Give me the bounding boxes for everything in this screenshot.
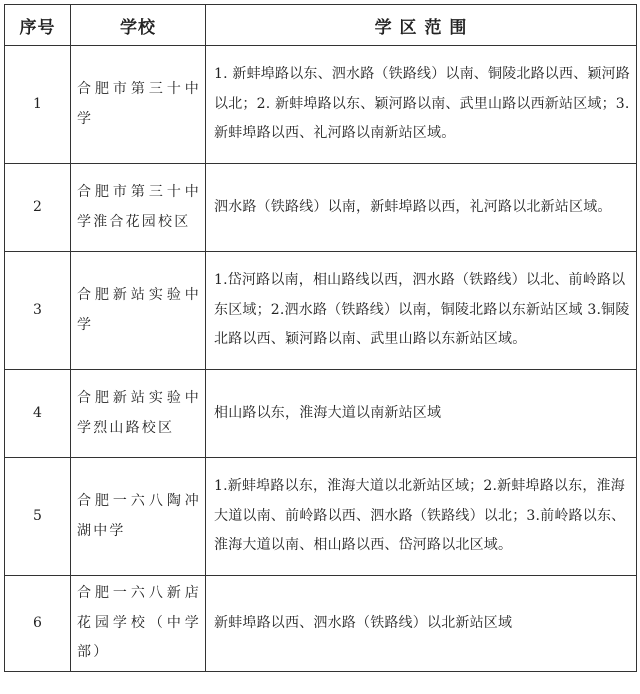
school-name: 合肥一六八新店花园学校（中学部）	[71, 576, 206, 672]
district-range: 1.新蚌埠路以东，淮海大道以北新站区域；2.新蚌埠路以东，淮海大道以南、前岭路以西、泗水路（铁路线）以北；3.前岭路以东、淮海大道以南、相山路以西、岱河路以北区域。	[206, 458, 637, 576]
header-school: 学校	[71, 5, 206, 46]
school-name: 合肥市第三十中学	[71, 46, 206, 164]
table-row	[5, 576, 637, 672]
table-row	[5, 370, 637, 458]
district-range: 1.岱河路以南，相山路线以西，泗水路（铁路线）以北、前岭路以东区域；2.泗水路（铁路线）以南，铜陵北路以东新站区域 3.铜陵北路以西、颖河路以南、武里山路以东新站区域。	[206, 252, 637, 370]
school-district-table-wrapper	[4, 4, 637, 672]
row-number: 1	[5, 46, 71, 164]
district-range: 1. 新蚌埠路以东、泗水路（铁路线）以南、铜陵北路以西、颖河路以北；2. 新蚌埠路以东、颖河路以南、武里山路以西新站区域；3. 新蚌埠路以西、礼河路以南新站区域。	[206, 46, 637, 164]
school-name: 合肥一六八陶冲湖中学	[71, 458, 206, 576]
district-range: 相山路以东，淮海大道以南新站区域	[206, 370, 637, 458]
table-row	[5, 252, 637, 370]
row-number: 3	[5, 252, 71, 370]
row-number: 5	[5, 458, 71, 576]
school-name: 合肥新站实验中学烈山路校区	[71, 370, 206, 458]
district-range: 新蚌埠路以西、泗水路（铁路线）以北新站区域	[206, 576, 637, 672]
table-row	[5, 46, 637, 164]
row-number: 6	[5, 576, 71, 672]
table-row	[5, 458, 637, 576]
table-row	[5, 164, 637, 252]
header-district-range: 学 区 范 围	[206, 5, 637, 46]
school-name: 合肥新站实验中学	[71, 252, 206, 370]
table-header-row	[5, 5, 637, 46]
district-range: 泗水路（铁路线）以南，新蚌埠路以西，礼河路以北新站区域。	[206, 164, 637, 252]
school-name: 合肥市第三十中学淮合花园校区	[71, 164, 206, 252]
school-district-table	[4, 4, 637, 672]
header-number: 序号	[5, 5, 71, 46]
row-number: 2	[5, 164, 71, 252]
row-number: 4	[5, 370, 71, 458]
